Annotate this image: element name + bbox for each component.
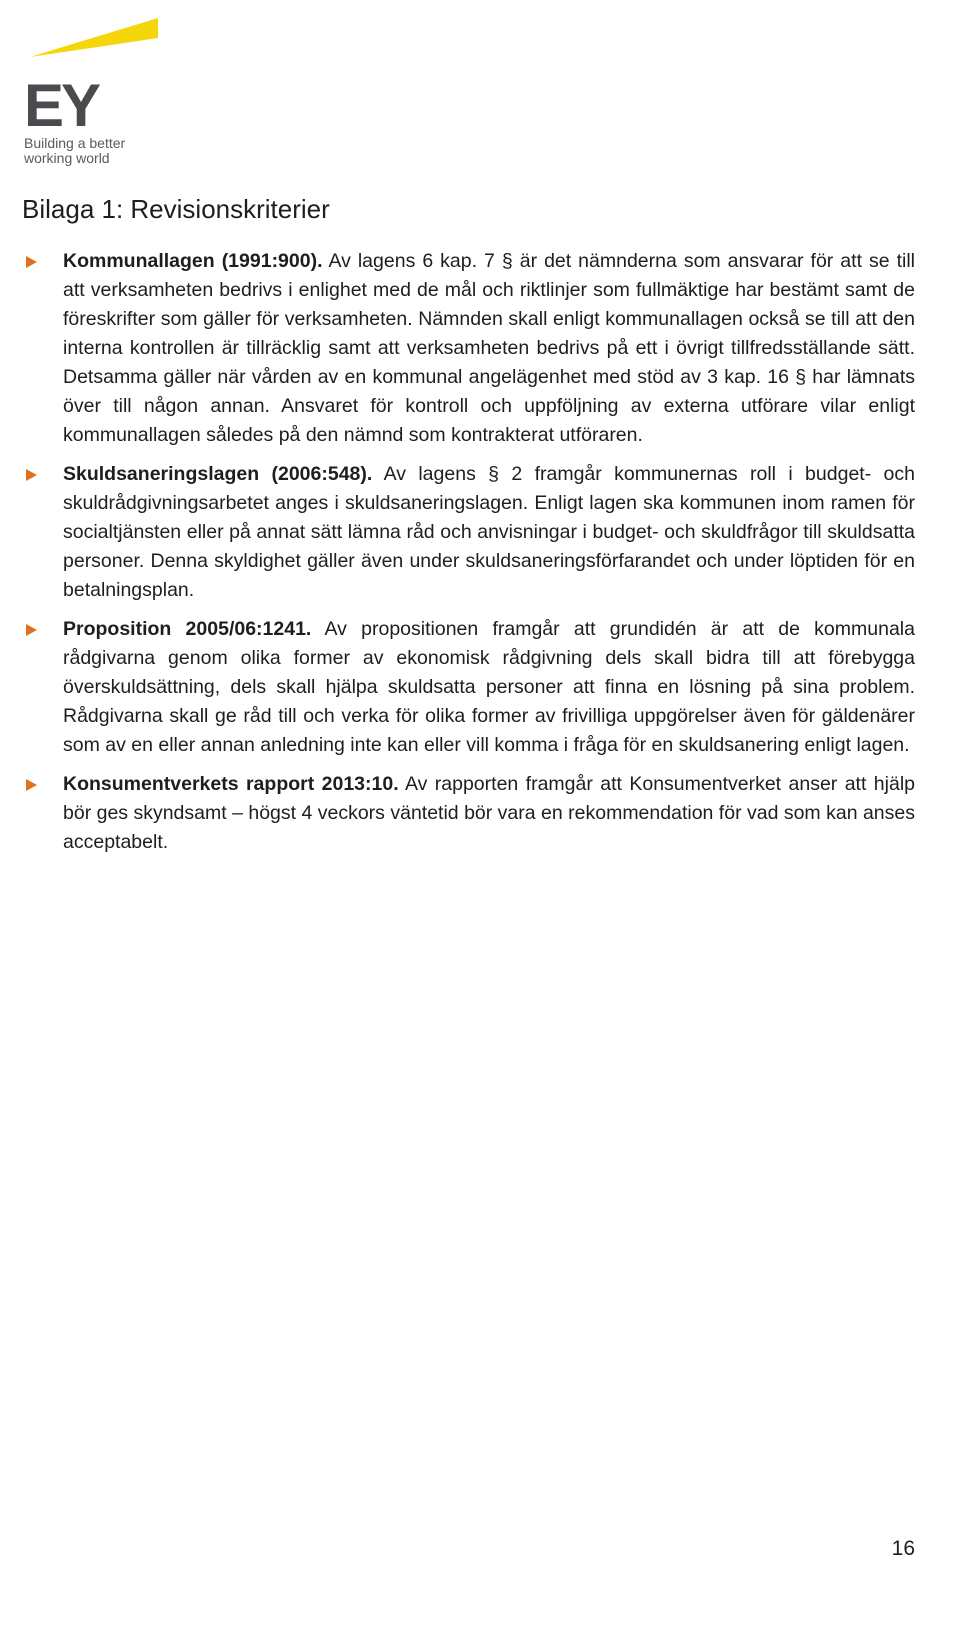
triangle-bullet-icon [26, 624, 37, 636]
logo-tagline-line1: Building a better [24, 135, 126, 151]
logo-tagline-line2: working world [24, 150, 110, 166]
criteria-list [0, 247, 960, 857]
logo-beam-icon [24, 12, 174, 72]
criteria-item-kommunallagen [0, 247, 915, 450]
criteria-item-skuldsaneringslagen [0, 460, 915, 605]
item-lead: Proposition 2005/06:1241. [63, 618, 312, 640]
item-text: Av rapporten framgår att Konsumentverket anser att hjälp bör ges skyndsamt – högst 4 veckors väntetid bör vara en rekommendation för vad som kan anses acceptabelt. [63, 773, 915, 853]
ey-logo [24, 12, 174, 172]
page-title: Bilaga 1: Revisionskriterier [22, 194, 330, 224]
item-lead: Kommunallagen (1991:900). [63, 250, 323, 272]
logo-tagline [24, 136, 174, 166]
item-lead: Skuldsaneringslagen (2006:548). [63, 463, 373, 485]
item-text: Av lagens § 2 framgår kommunernas roll i budget- och skuldrådgivningsarbetet anges i skuldsaneringslagen. Enligt lagen ska kommunen inom ramen för socialtjänsten eller på annat sätt lämna råd och anvisningar i budget- och skuldfrågor till skuldsatta personer. Denna skyldighet gäller även under skuldsaneringsförfarandet och under löptiden för en betalningsplan. [63, 463, 915, 601]
criteria-item-konsumentverket [0, 770, 915, 857]
logo-wordmark: EY [24, 72, 99, 139]
triangle-bullet-icon [26, 779, 37, 791]
item-text: Av lagens 6 kap. 7 § är det nämnderna som ansvarar för att se till att verksamheten bedrivs i enlighet med de mål och riktlinjer som fullmäktige har bestämt samt de föreskrifter som gäller för verksamheten. Nämnden skall enligt kommunallagen också se till att den interna kontrollen är tillräcklig samt att verksamheten bedrivs på ett i övrigt tillfredsställande sätt. Detsamma gäller när vården av en kommunal angelägenhet med stöd av 3 kap. 16 § har lämnats över till någon annan. Ansvaret för kontroll och uppföljning av externa utförare vilar enligt kommunallagen således på den nämnd som kontrakterat utföraren. [63, 250, 916, 446]
item-lead: Konsumentverkets rapport 2013:10. [63, 773, 399, 795]
triangle-bullet-icon [26, 469, 37, 481]
item-text: Av propositionen framgår att grundidén är att de kommunala rådgivarna genom olika former av ekonomisk rådgivning dels skall bidra till att förebygga överskuldsättning, dels skall hjälpa skuldsatta personer att finna en lösning på sina problem. Rådgivarna skall ge råd till och verka för olika former av frivilliga uppgörelser även för gäldenärer som av en eller annan anledning inte kan eller vill komma i fråga för en skuldsanering enligt lagen. [63, 618, 915, 756]
page-number: 16 [891, 1537, 915, 1560]
criteria-item-proposition [0, 615, 915, 760]
triangle-bullet-icon [26, 256, 37, 268]
